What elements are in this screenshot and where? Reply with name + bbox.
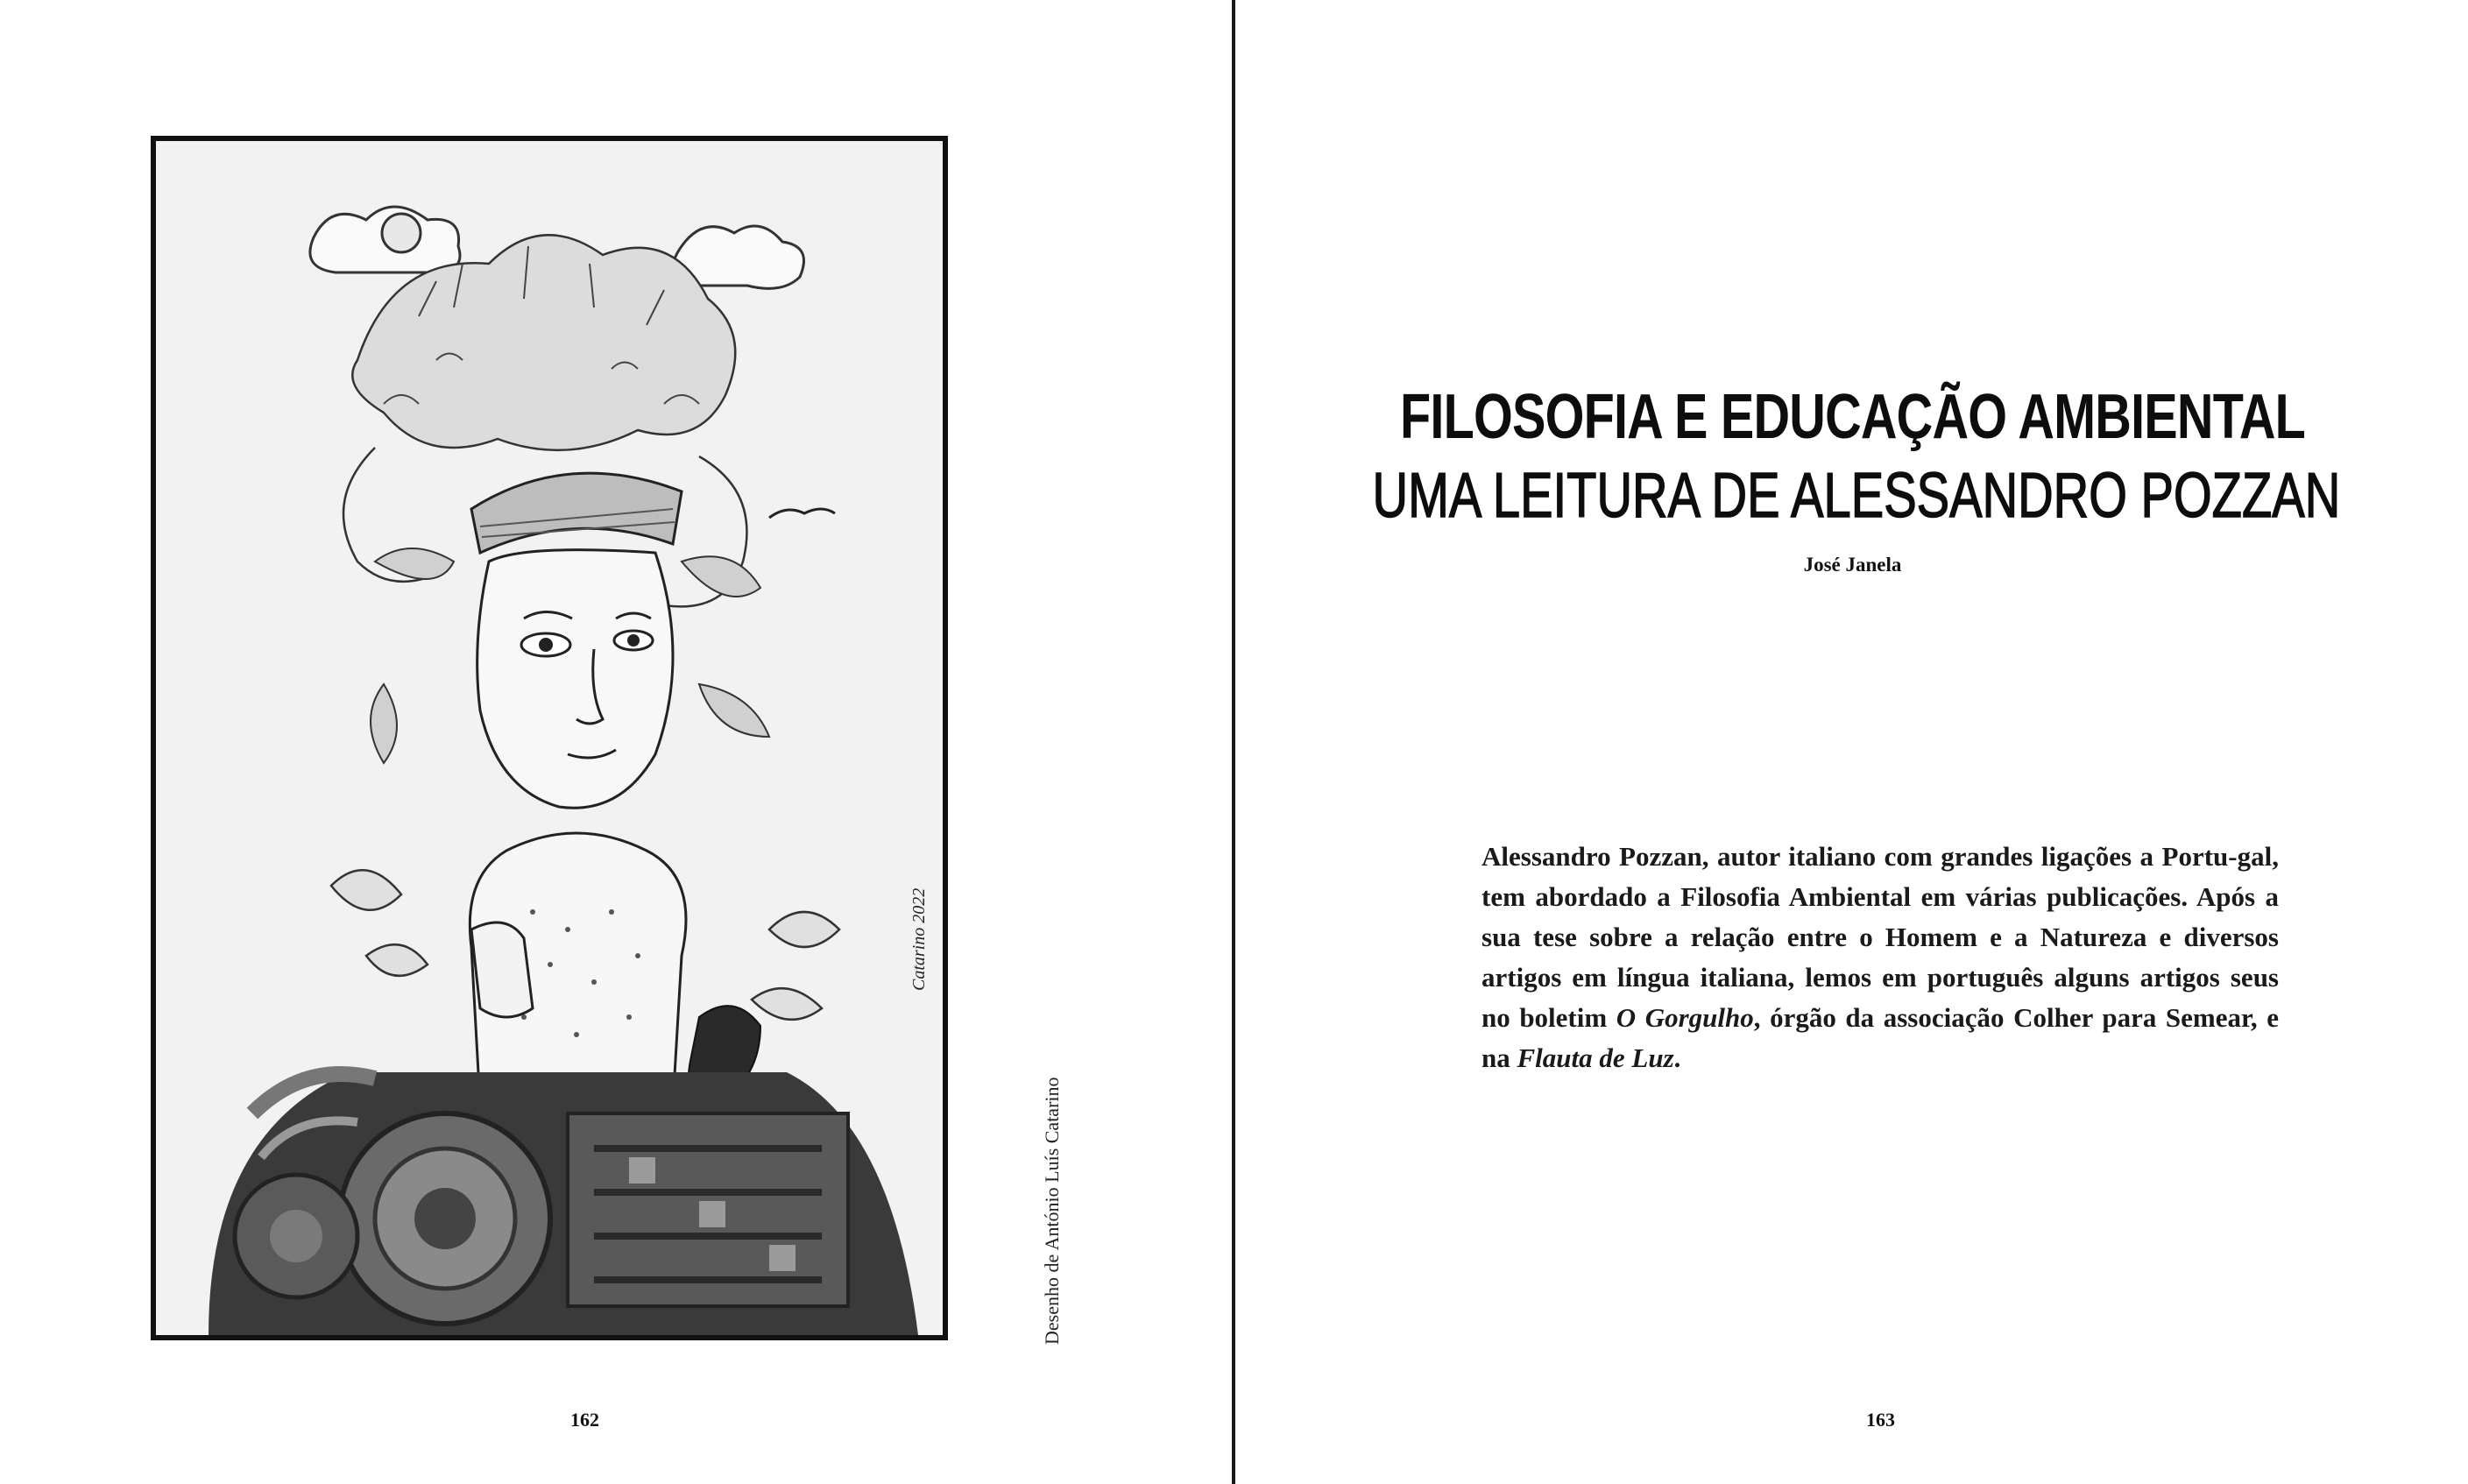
artist-signature: Catarino 2022 [909, 887, 929, 991]
page-number: 162 [570, 1409, 599, 1431]
illustration-artwork [156, 141, 943, 1335]
title-block [1237, 382, 2468, 576]
article-title: FILOSOFIA E EDUCAÇÃO AMBIENTAL [1399, 382, 2306, 452]
body-text-segment: , órgão da associação Colher para Semear, e na [1482, 1002, 2279, 1073]
body-paragraph [1482, 837, 2279, 1078]
illustration-caption: Desenho de António Luís Catarino [1041, 1077, 1063, 1345]
illustration-drawing [151, 136, 948, 1340]
spine-divider [1232, 0, 1235, 1484]
body-text-segment: Alessandro Pozzan, autor italiano com grandes ligações a Portu-gal, tem abordado a Filosofia Ambiental em várias publicações. Após a sua tese sobre a relação entre o Homem e a Natureza e diversos artigos em língua italiana, lemos em português alguns artigos seus no boletim [1482, 841, 2279, 1033]
body-text-segment: . [1673, 1042, 1681, 1073]
article-author: José Janela [1803, 554, 1902, 576]
publication-title: Flauta de Luz [1517, 1042, 1674, 1073]
page-number: 163 [1866, 1409, 1895, 1431]
right-page [1237, 0, 2468, 1484]
article-body [1482, 837, 2279, 1078]
article-subtitle: UMA LEITURA DE ALESSANDRO POZZAN [1372, 461, 2341, 531]
publication-title: O Gorgulho [1616, 1002, 1754, 1033]
